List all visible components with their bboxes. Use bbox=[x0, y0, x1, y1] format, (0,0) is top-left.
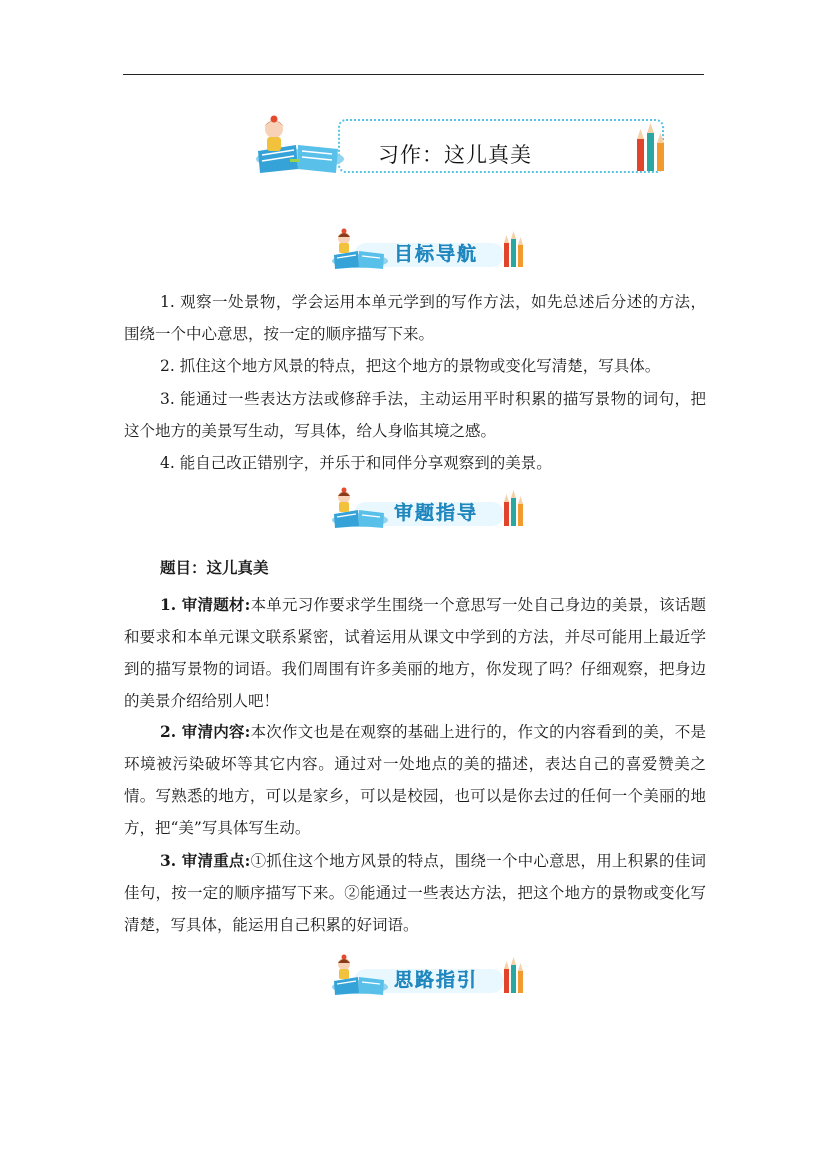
review-point-1: 1. 审清题材:本单元习作要求学生围绕一个意思写一处自己身边的美景，该话题和要求和本单元课文联系紧密，试着运用从课文中学到的方法，并尽可能用上最近学到的描写景物的词语。我们周围有许多美丽的地方，你发现了吗？仔细观察，把身边的美景介绍给别人吧！ bbox=[124, 595, 706, 710]
goal-item-1: 1. 观察一处景物，学会运用本单元学到的写作方法，如先总述后分述的方法，围绕一个中心意思，按一定的顺序描写下来。 bbox=[124, 293, 706, 343]
page-title: 习作：这儿真美 bbox=[378, 143, 532, 167]
girl-reading-book-icon bbox=[250, 115, 345, 177]
goal-item-3: 3. 能通过一些表达方法或修辞手法，主动运用平时积累的描写景物的词句，把这个地方的美景写生动，写具体，给人身临其境之感。 bbox=[124, 390, 706, 440]
section-title-goals: 目标导航 bbox=[394, 243, 479, 265]
header-rule bbox=[123, 74, 704, 75]
section-banner-ideas bbox=[328, 955, 528, 997]
girl-reading-book-icon bbox=[328, 488, 388, 530]
section-title-review: 审题指导 bbox=[394, 502, 479, 524]
goal-item-4: 4. 能自己改正错别字，并乐于和同伴分享观察到的美景。 bbox=[160, 454, 552, 472]
essay-subject: 题目：这儿真美 bbox=[160, 558, 269, 577]
girl-reading-book-icon bbox=[328, 229, 388, 271]
goal-item-2: 2. 抓住这个地方风景的特点，把这个地方的景物或变化写清楚，写具体。 bbox=[160, 357, 661, 375]
pencils-icon bbox=[502, 957, 528, 995]
title-banner bbox=[250, 115, 675, 175]
pencils-icon bbox=[502, 490, 528, 528]
section-banner-review bbox=[328, 488, 528, 530]
review-point-3: 3. 审清重点:①抓住这个地方风景的特点，围绕一个中心意思，用上积累的佳词佳句，按一定的顺序描写下来。②能通过一些表达方法，把这个地方的景物或变化写清楚，写具体，能运用自己积累的好词语。 bbox=[124, 851, 706, 934]
review-point-2: 2. 审清内容:本次作文也是在观察的基础上进行的，作文的内容看到的美，不是环境被污染破坏等其它内容。通过对一处地点的美的描述，表达自己的喜爱赞美之情。写熟悉的地方，可以是家乡，可以是校园，也可以是你去过的任何一个美丽的地方，把“美”写具体写生动。 bbox=[124, 722, 706, 837]
pencils-icon bbox=[502, 231, 528, 269]
pencils-icon bbox=[633, 123, 673, 175]
section-title-ideas: 思路指引 bbox=[394, 969, 479, 991]
girl-reading-book-icon bbox=[328, 955, 388, 997]
section-banner-goals bbox=[328, 229, 528, 271]
